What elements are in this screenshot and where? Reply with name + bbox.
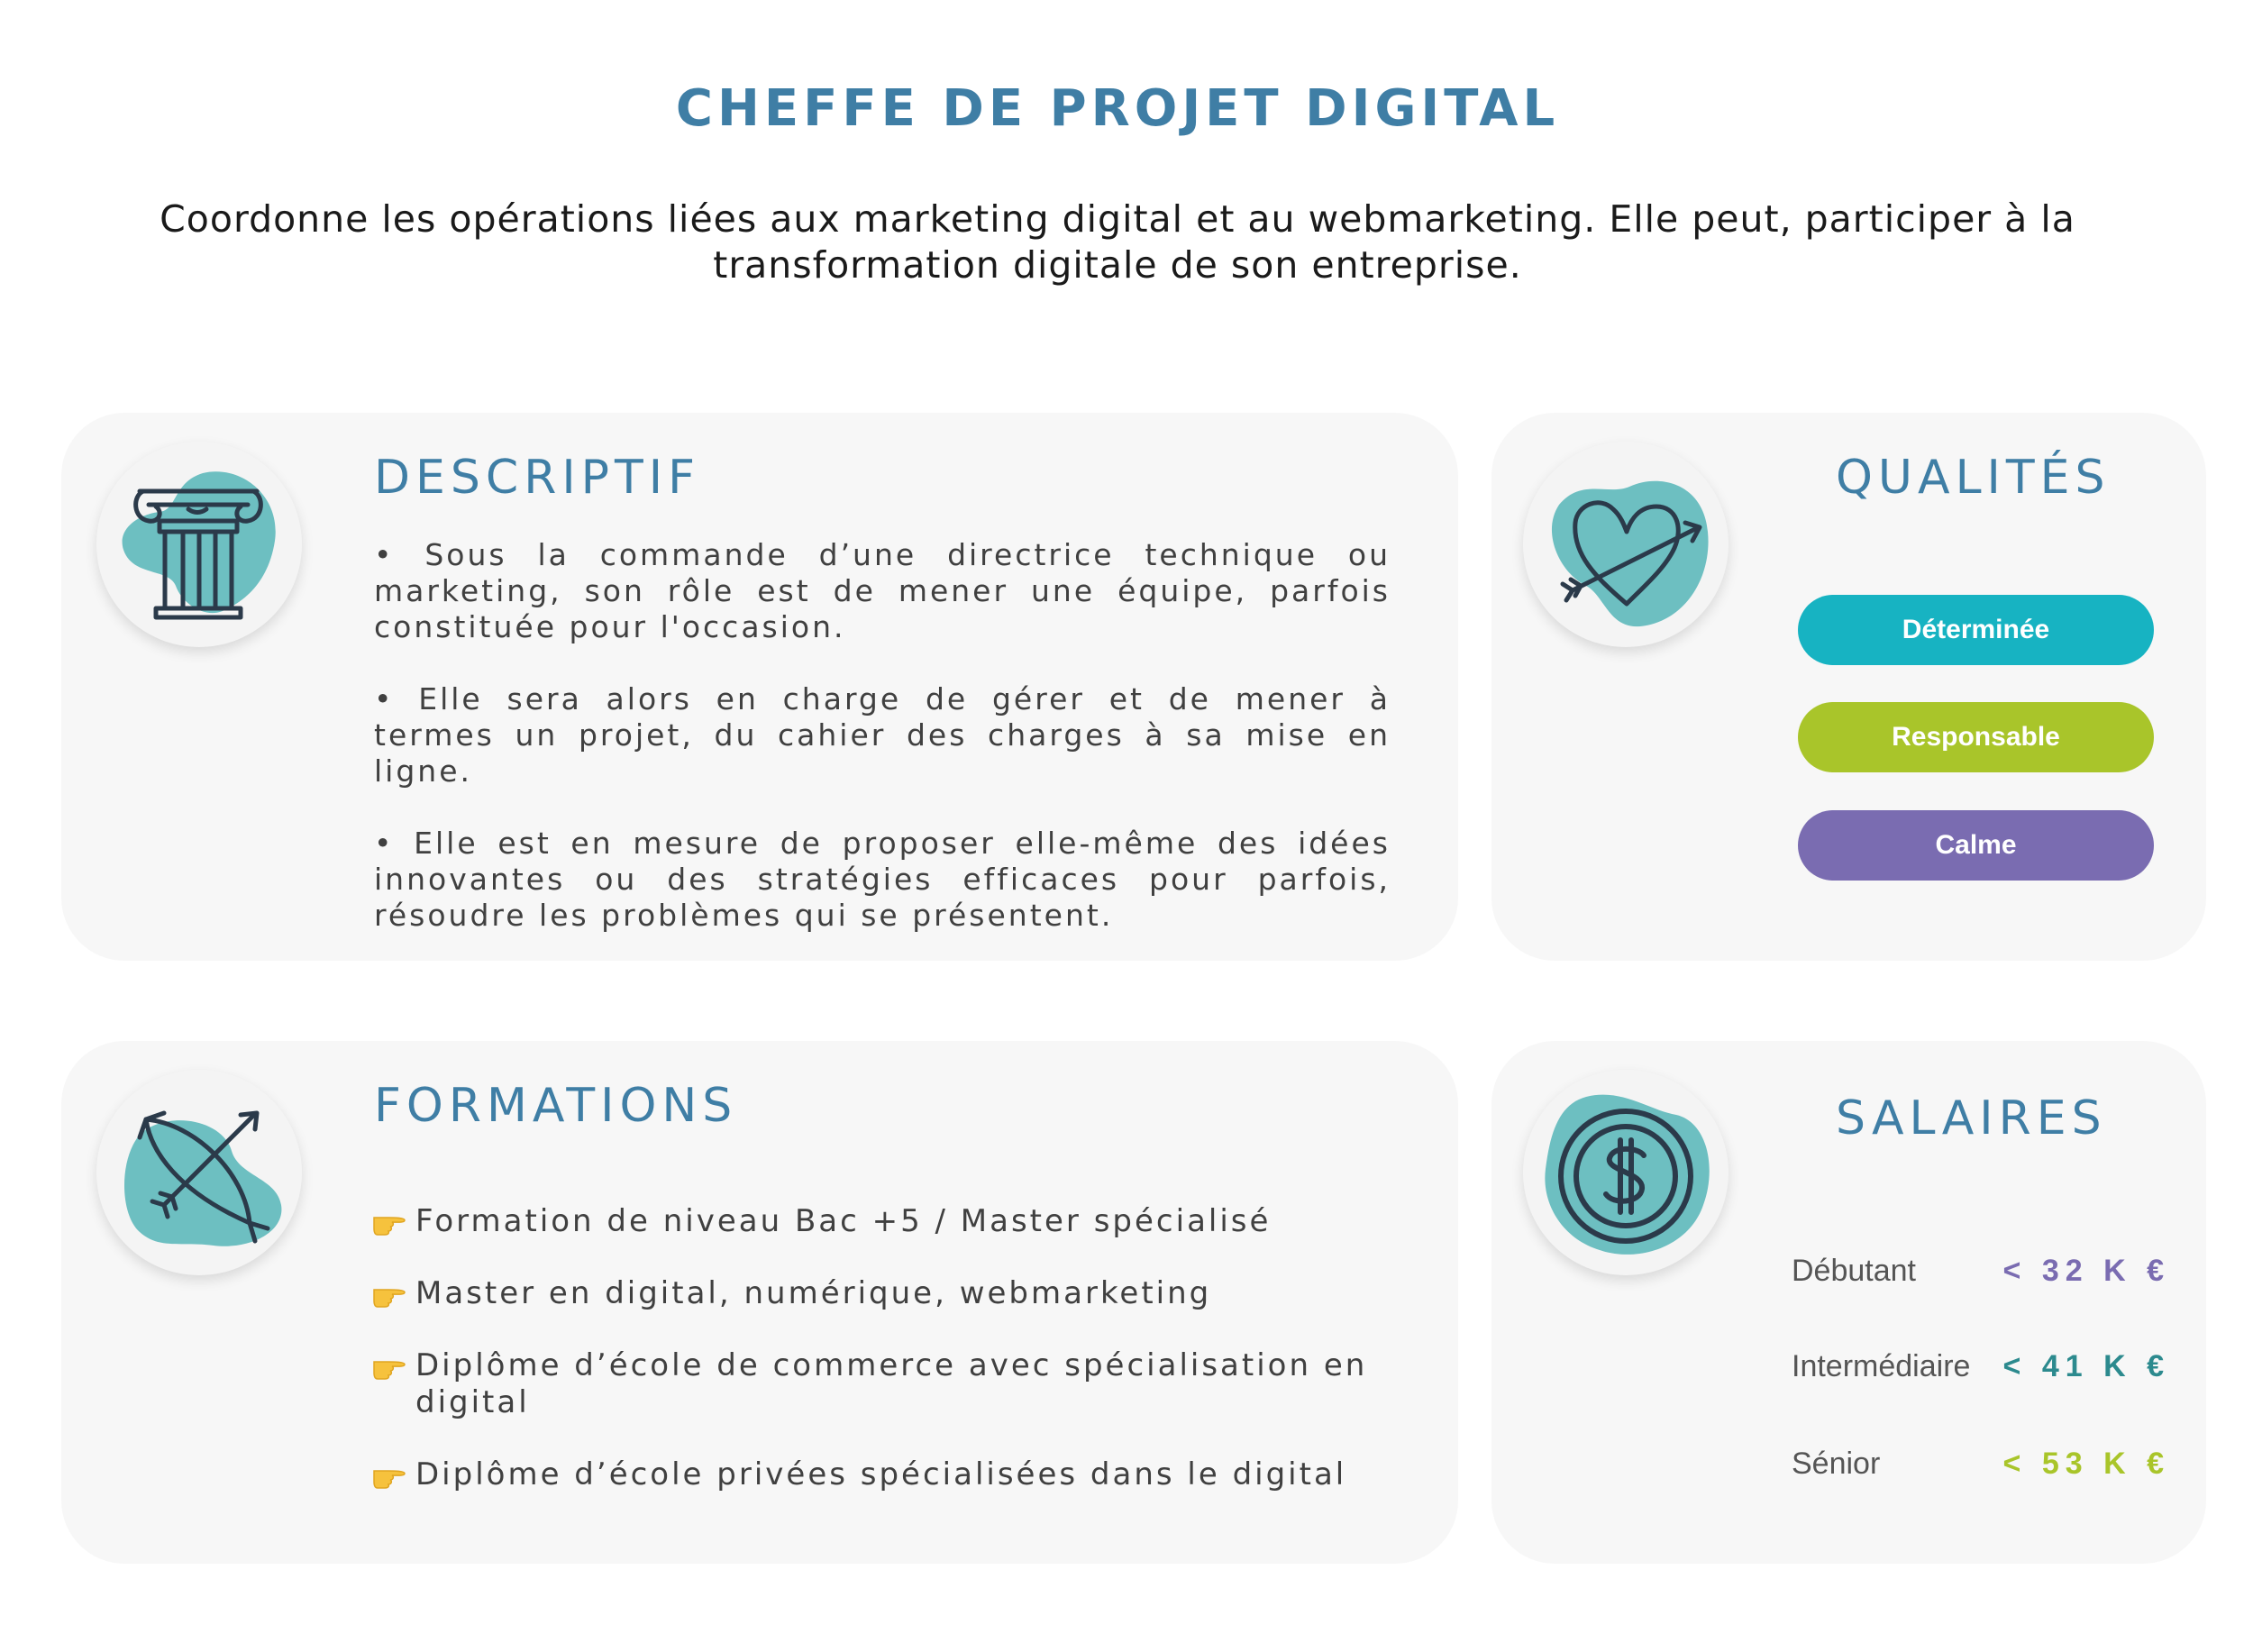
- formations-list: [372, 1203, 1418, 1529]
- salary-value: < 53 K €: [2002, 1447, 2170, 1481]
- salary-value: < 41 K €: [2002, 1349, 2170, 1383]
- qualites-title: QUALITÉS: [1836, 451, 2111, 505]
- bow-arrow-icon: [96, 1070, 302, 1275]
- quality-badge: Déterminée: [1798, 595, 2154, 665]
- list-item: [372, 1203, 1418, 1240]
- descriptif-paragraph: • Sous la commande d’une directrice technique ou marketing, son rôle est de mener une équipe, parfois constituée pour l'occasion.: [374, 537, 1391, 644]
- pointing-hand-icon: [372, 1462, 406, 1489]
- salary-level: Débutant: [1792, 1254, 1916, 1288]
- formation-text: Diplôme d’école privées spécialisées dans le digital: [415, 1456, 1347, 1492]
- pointing-hand-icon: [372, 1353, 406, 1380]
- list-item: [372, 1275, 1418, 1312]
- formation-text: Diplôme d’école de commerce avec spécialisation en digital: [415, 1347, 1368, 1420]
- descriptif-paragraph: • Elle est en mesure de proposer elle-même des idées innovantes ou des stratégies efficaces pour parfois, résoudre les problèmes qui se présentent.: [374, 826, 1391, 933]
- pointing-hand-icon: [372, 1281, 406, 1308]
- descriptif-paragraph: • Elle sera alors en charge de gérer et de mener à termes un projet, du cahier des charges à sa mise en ligne.: [374, 681, 1391, 789]
- list-item: [372, 1347, 1418, 1421]
- dollar-coin-icon: [1523, 1070, 1729, 1275]
- column-icon: [96, 442, 302, 647]
- salary-level: Sénior: [1792, 1447, 1881, 1481]
- heart-arrow-icon: [1523, 442, 1729, 647]
- formations-card: [61, 1041, 1458, 1564]
- quality-badge: Responsable: [1798, 702, 2154, 772]
- list-item: [372, 1456, 1418, 1493]
- salaires-card: [1491, 1041, 2206, 1564]
- salary-row: [1792, 1344, 2170, 1389]
- formations-title: FORMATIONS: [374, 1079, 738, 1133]
- salary-row: [1792, 1441, 2170, 1486]
- salary-level: Intermédiaire: [1792, 1349, 1971, 1383]
- quality-badge: Calme: [1798, 810, 2154, 881]
- intro-text: Coordonne les opérations liées aux marketing digital et au webmarketing. Elle peut, participer à la transformation digitale de son entreprise.: [160, 197, 2075, 287]
- salary-value: < 32 K €: [2002, 1254, 2170, 1288]
- salaires-title: SALAIRES: [1836, 1091, 2107, 1145]
- formation-text: Master en digital, numérique, webmarketing: [415, 1275, 1212, 1311]
- salary-row: [1792, 1248, 2170, 1293]
- pointing-hand-icon: [372, 1209, 406, 1236]
- qualites-card: [1491, 413, 2206, 961]
- formation-text: Formation de niveau Bac +5 / Master spécialisé: [415, 1203, 1272, 1239]
- descriptif-title: DESCRIPTIF: [374, 451, 701, 505]
- descriptif-card: [61, 413, 1458, 961]
- descriptif-body: [374, 537, 1391, 970]
- page-title: CHEFFE DE PROJET DIGITAL: [675, 79, 1560, 138]
